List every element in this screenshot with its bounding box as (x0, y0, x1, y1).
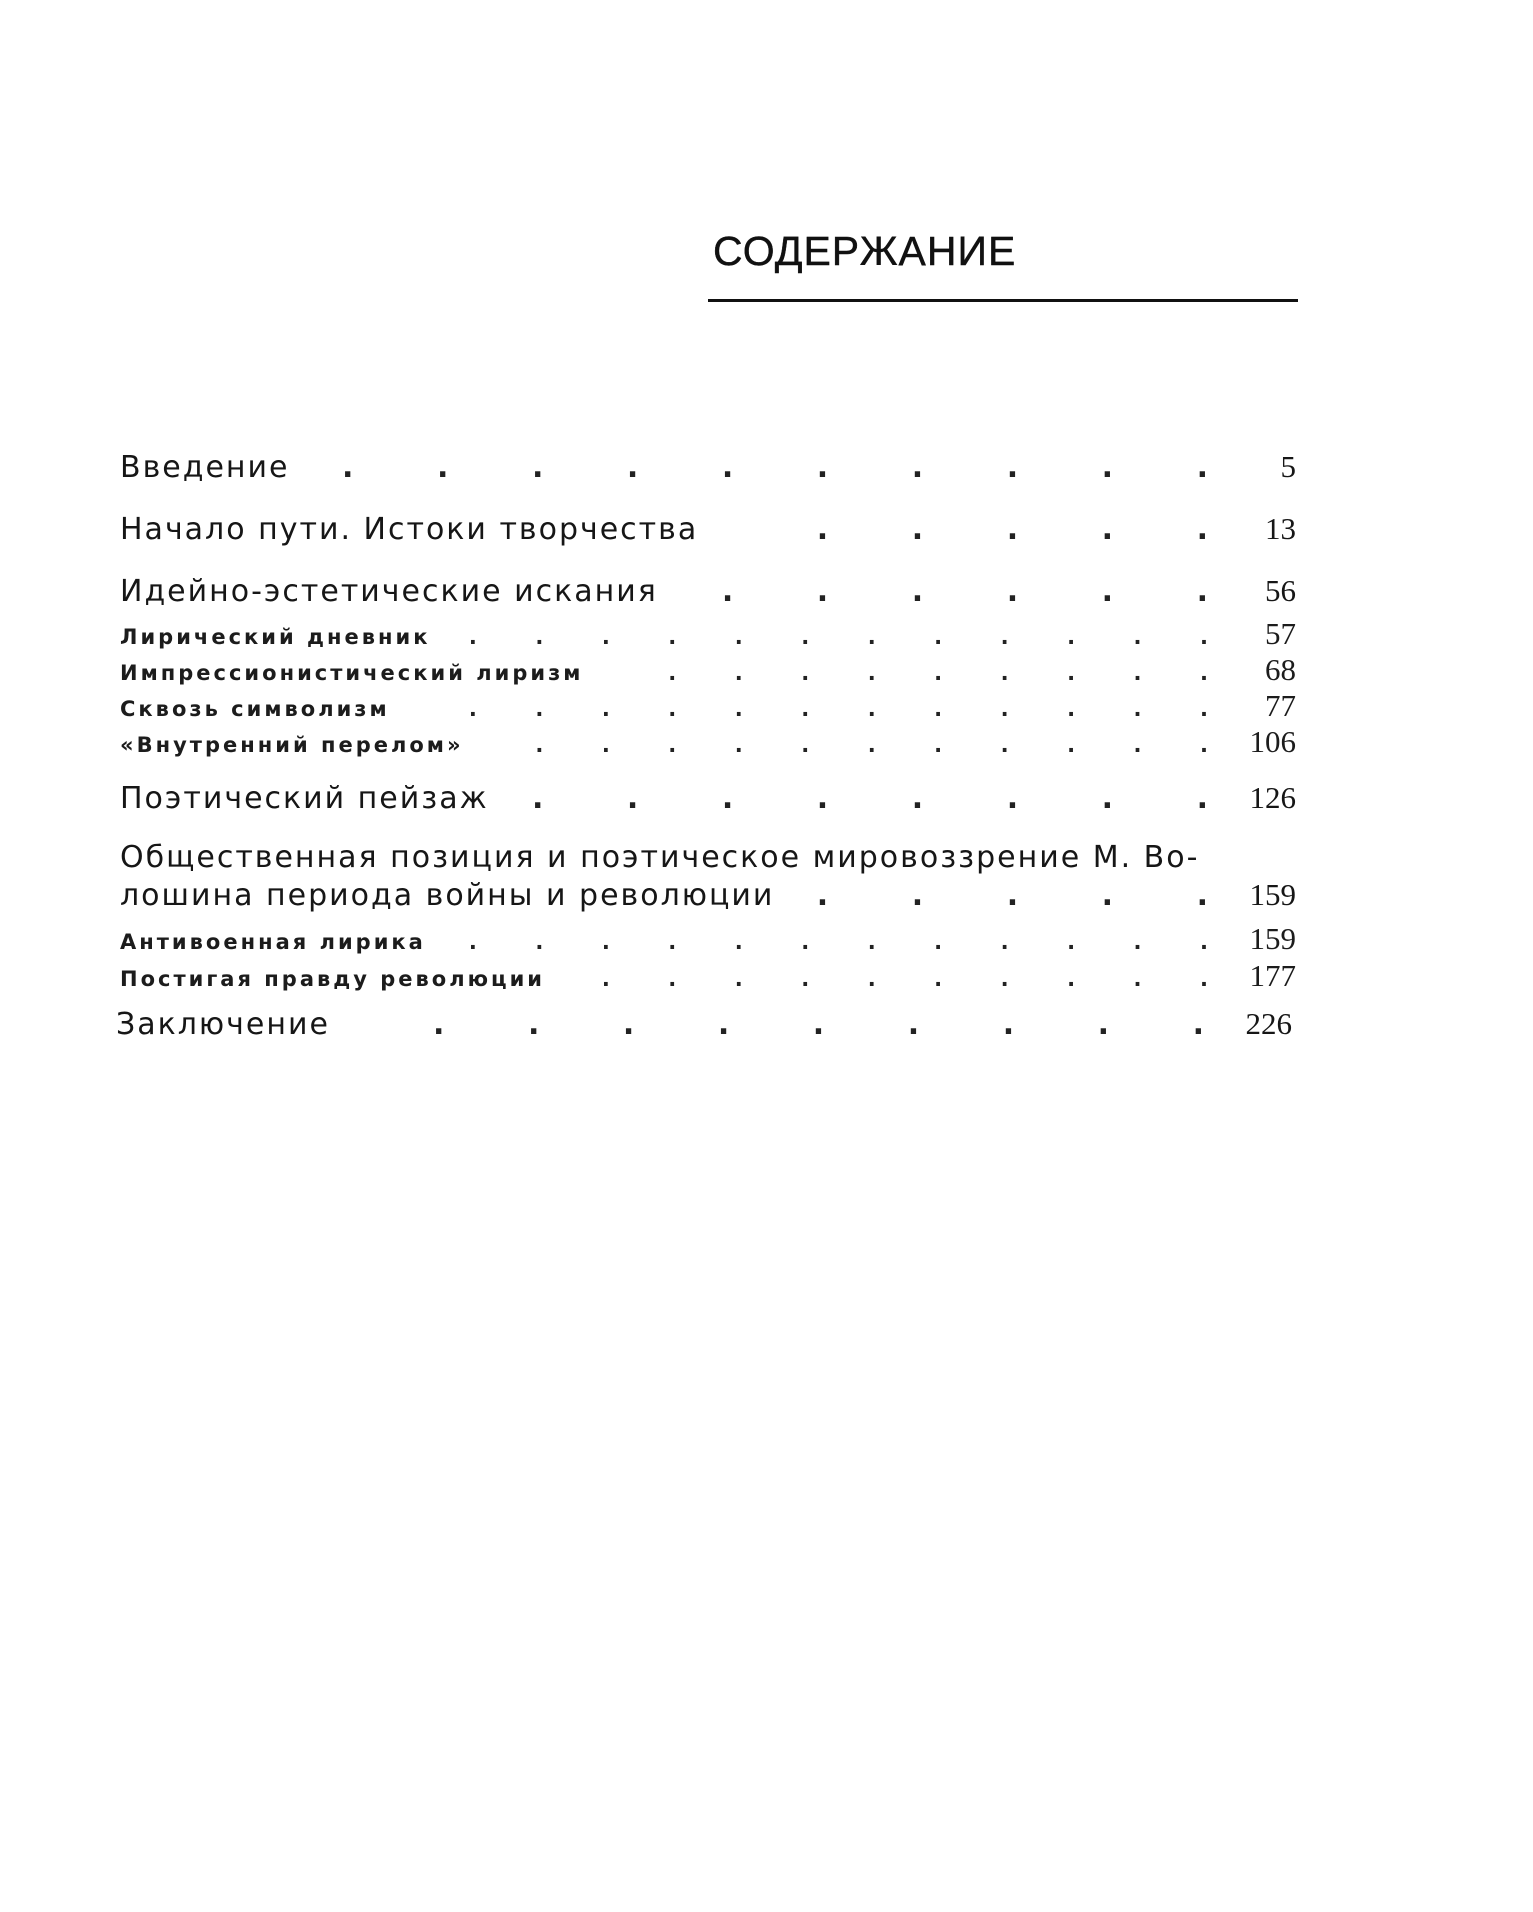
dot-leader (692, 574, 1208, 609)
dot-leader (523, 781, 1208, 816)
dot-leader (579, 967, 1208, 991)
toc-entry-inner-turning-point[interactable] (120, 724, 1296, 760)
toc-entry-label: Введение (120, 450, 290, 485)
toc-entry-label: Антивоенная лирика (120, 930, 426, 954)
dot-leader (808, 878, 1208, 913)
toc-entry-page: 5 (1280, 449, 1296, 484)
toc-entry-label: Импрессионистический лиризм (120, 661, 584, 685)
toc-entry-page: 226 (1245, 1006, 1292, 1041)
toc-entry-page: 159 (1249, 921, 1296, 956)
toc-entry-impressionist-lyricism[interactable] (120, 652, 1296, 688)
toc-entry-poetic-landscape[interactable] (120, 780, 1296, 816)
toc-entry-label: «Внутренний перелом» (120, 733, 464, 757)
dot-leader (364, 1007, 1204, 1042)
toc-entry-label: Поэтический пейзаж (120, 781, 489, 816)
toc-entry-page: 13 (1265, 511, 1296, 546)
dot-leader (324, 450, 1209, 485)
toc-entry-social-position-line2[interactable] (120, 877, 1296, 913)
toc-entry-page: 106 (1249, 724, 1296, 759)
toc-entry-label: Лирический дневник (120, 625, 431, 649)
toc-entry-label: лошина периода войны и революции (120, 878, 775, 913)
dot-leader (464, 625, 1208, 649)
toc-entry-label: Идейно-эстетические искания (120, 574, 658, 609)
toc-entry-grasping-revolution[interactable] (120, 958, 1296, 994)
dot-leader (732, 512, 1208, 547)
toc-entry-introduction[interactable] (120, 449, 1296, 485)
toc-entry-label: Заключение (116, 1007, 330, 1042)
toc-entry-page: 57 (1265, 616, 1296, 651)
toc-entry-page: 68 (1265, 652, 1296, 687)
toc-entry-lyrical-diary[interactable] (120, 616, 1296, 652)
toc-entry-label: Общественная позиция и поэтическое мировоззрение М. Во- (120, 840, 1200, 875)
toc-entry-through-symbolism[interactable] (120, 688, 1296, 724)
dot-leader (424, 697, 1208, 721)
dot-leader (617, 661, 1208, 685)
dot-leader (498, 733, 1208, 757)
toc-entry-beginning[interactable] (120, 511, 1296, 547)
page-title: СОДЕРЖАНИЕ (713, 228, 1017, 274)
toc-entry-page: 56 (1265, 573, 1296, 608)
toc-entry-page: 77 (1265, 688, 1296, 723)
toc-entry-label: Начало пути. Истоки творчества (120, 512, 699, 547)
toc-entry-page: 177 (1249, 958, 1296, 993)
toc-entry-ideological-aesthetic[interactable] (120, 573, 1296, 609)
toc-entry-label: Сквозь символизм (120, 697, 390, 721)
dot-leader (460, 930, 1208, 954)
toc-entry-page: 159 (1249, 877, 1296, 912)
toc-entry-label: Постигая правду революции (120, 967, 546, 991)
toc-entry-page: 126 (1249, 780, 1296, 815)
toc-entry-social-position-line1[interactable] (120, 840, 1296, 875)
toc-entry-antiwar-lyrics[interactable] (120, 921, 1296, 957)
toc-entry-conclusion[interactable] (116, 1006, 1292, 1042)
